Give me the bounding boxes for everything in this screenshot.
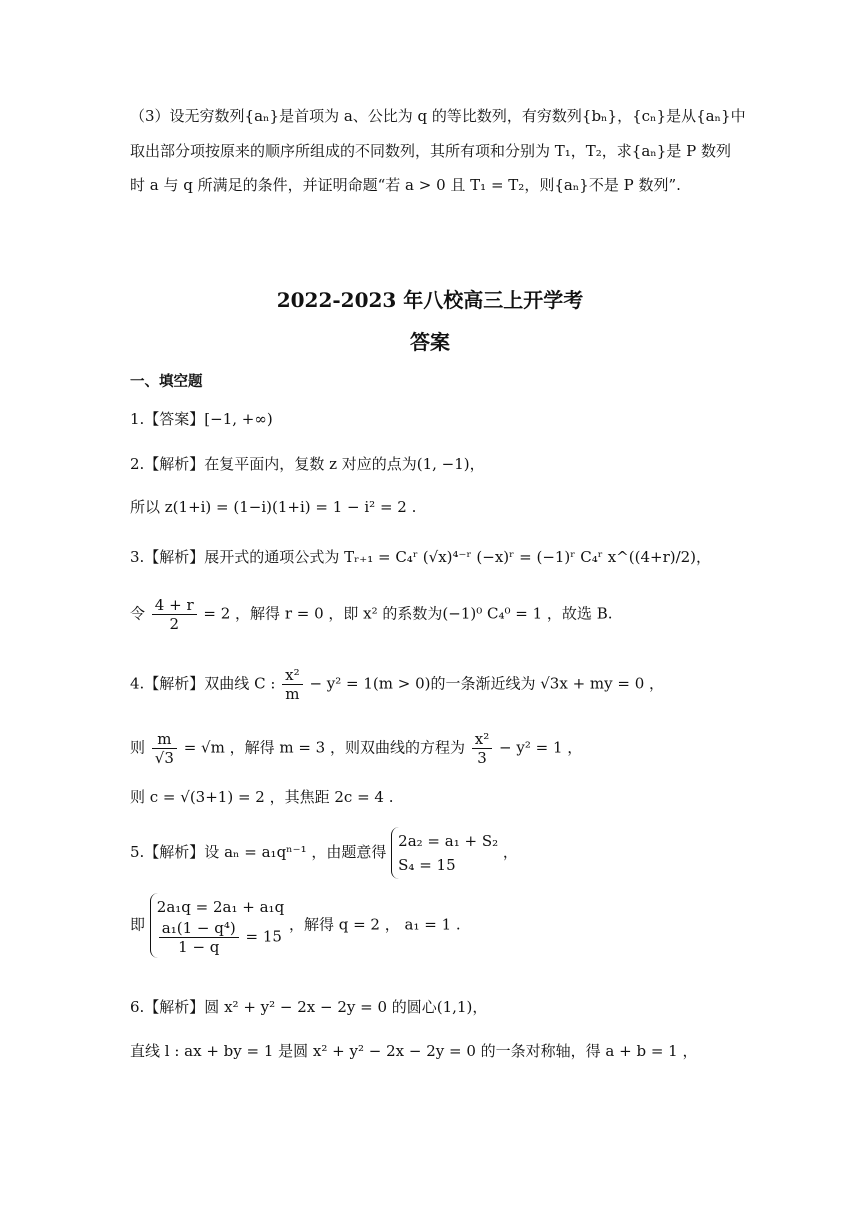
problem3-line2: 取出部分项按原来的顺序所组成的不同数列，其所有项和分别为 T₁，T₂，求{aₙ}是 P 数列 [130,142,731,160]
system-row: 2a₂ = a₁ + S₂ [398,832,499,850]
answer-5-suffix: ， [502,843,518,861]
answer-1: 1.【答案】[−1, +∞) [130,410,273,428]
answer-4-line2-prefix: 则 [130,738,146,757]
answer-title: 2022-2023 年八校高三上开学考 [276,288,584,312]
section-heading: 一、填空题 [130,373,203,390]
fraction-denominator: √3 [154,749,174,767]
answer-4-line2-mid: = √m ，解得 m = 3 ，则双曲线的方程为 [183,738,465,757]
fraction-numerator: x² [472,730,492,749]
answer-3-prefix: 令 [130,604,146,623]
answer-6-line2: 直线 l : ax + by = 1 是圆 x² + y² − 2x − 2y = 0 的一条对称轴，得 a + b = 1 ， [130,1042,698,1060]
answer-2-line2: 所以 z(1+i) = (1−i)(1+i) = 1 − i² = 2 . [130,498,417,516]
answer-4-line3: 则 c = √(3+1) = 2 ，其焦距 2c = 4 . [130,788,394,806]
answer-subtitle: 答案 [410,330,450,354]
answer-3-line1: 3.【解析】展开式的通项公式为 Tᵣ₊₁ = C₄ʳ (√x)⁴⁻ʳ (−x)ʳ = (−1)ʳ C₄ʳ x^((4+r)/2)， [130,548,712,566]
problem3-line1: （3）设无穷数列{aₙ}是首项为 a、公比为 q 的等比数列，有穷数列{bₙ}，{cₙ}是从{aₙ}中 [130,107,746,125]
equation-system-1 [391,827,498,879]
system-row: S₄ = 15 [398,856,456,874]
fraction-denominator: 3 [477,749,487,767]
fraction-numerator: a₁(1 − q⁴) [159,919,239,938]
answer-4-fraction-2 [152,730,177,767]
answer-4-fraction-1 [282,666,302,703]
system-fraction [159,919,239,956]
system-row [157,919,284,956]
answer-2-line1: 2.【解析】在复平面内，复数 z 对应的点为(1, −1)， [130,455,485,473]
fraction-denominator: m [285,685,300,703]
problem3-line3: 时 a 与 q 所满足的条件，并证明命题“若 a > 0 且 T₁ = T₂，则{aₙ}不是 P 数列”. [130,176,681,194]
answer-5-line2-prefix: 即 [130,915,146,934]
system-row-rest: = 15 [245,927,282,946]
answer-6-line1: 6.【解析】圆 x² + y² − 2x − 2y = 0 的圆心(1,1)， [130,998,488,1016]
answer-4-line1 [130,666,664,703]
answer-4-fraction-3 [472,730,492,767]
fraction-numerator: 4 + r [152,596,197,615]
fraction-numerator: m [152,730,177,749]
equation-system-2 [150,893,284,958]
answer-5-line2 [130,893,461,958]
answer-5-line2-rest: ，解得 q = 2 ， a₁ = 1 . [288,915,461,934]
answer-4-prefix: 4.【解析】双曲线 C : [130,674,276,693]
answer-4-line2 [130,730,582,767]
system-row: 2a₁q = 2a₁ + a₁q [156,898,285,916]
fraction-numerator: x² [282,666,302,685]
answer-3-line2 [130,596,613,633]
fraction-denominator: 1 − q [178,938,220,956]
answer-5-line1 [130,827,518,879]
answer-4-line2-rest: − y² = 1 ， [499,738,583,757]
fraction-denominator: 2 [169,615,179,633]
answer-3-rest: = 2 ，解得 r = 0 ，即 x² 的系数为(−1)⁰ C₄⁰ = 1 ，故选 B. [203,604,613,623]
answer-5-prefix: 5.【解析】设 aₙ = a₁qⁿ⁻¹ ，由题意得 [130,843,387,861]
answer-3-fraction [152,596,197,633]
answer-4-line1-rest: − y² = 1(m > 0)的一条渐近线为 √3x + my = 0 ， [309,674,665,693]
